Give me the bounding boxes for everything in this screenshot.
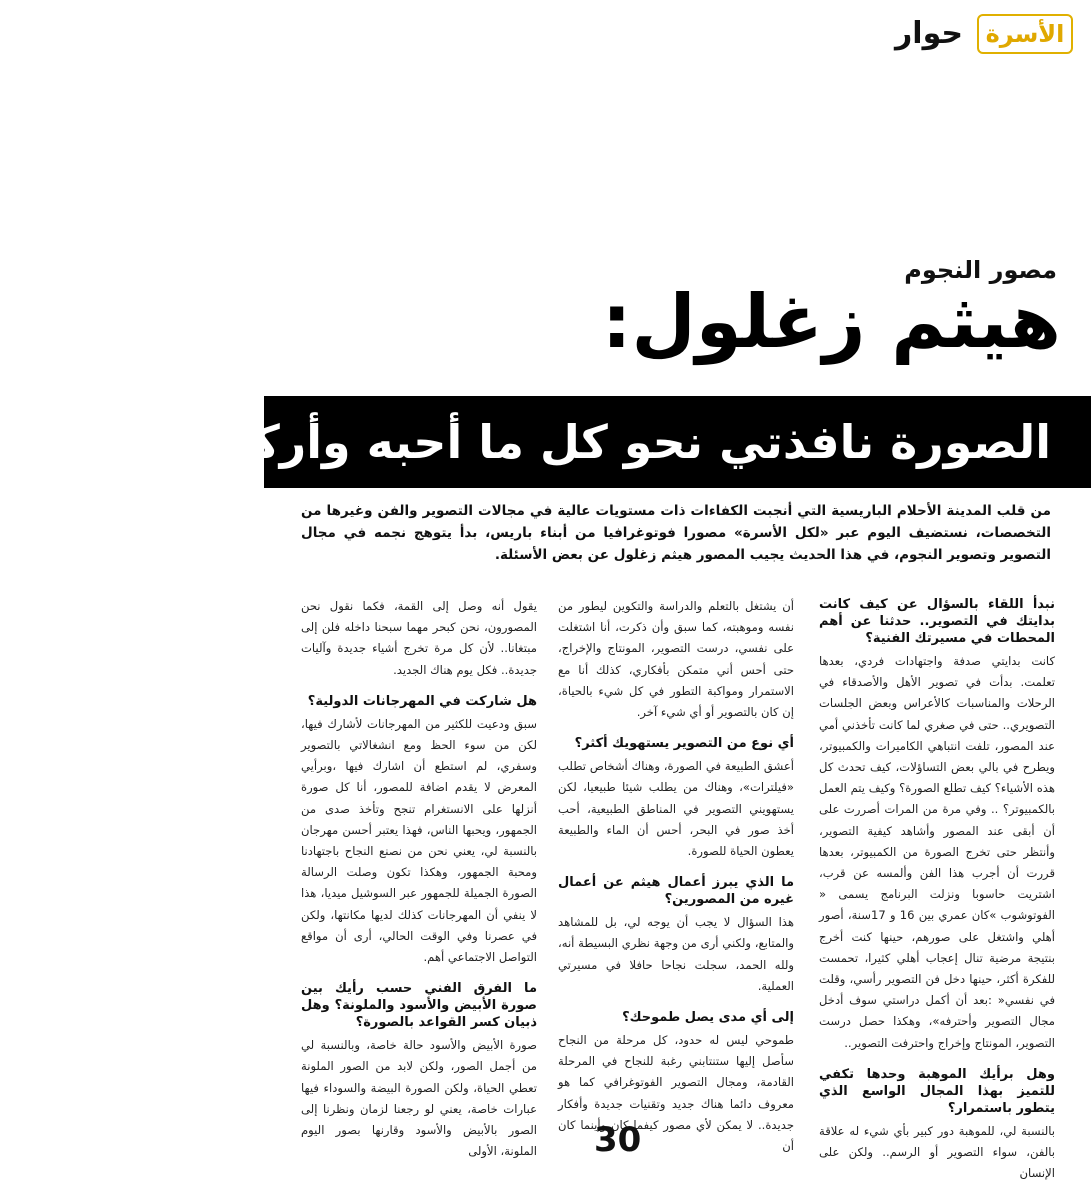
article-kicker: مصور النجوم: [904, 256, 1057, 284]
question-heading: ما الذي يبرز أعمال هيثم عن أعمال غيره من المصورين؟: [558, 875, 794, 908]
section-label: حوار: [895, 16, 963, 51]
question-heading: نبدأ اللقاء بالسؤال عن كيف كانت بدايتك في التصوير.. حدثنا عن أهم المحطات في مسيرتك الفنية؟: [819, 597, 1055, 646]
text-column-left: [301, 596, 537, 1159]
logo-text: الأسرة: [985, 20, 1065, 48]
text-column-right: [819, 596, 1055, 1181]
answer-paragraph: كانت بدايتي صدفة واجتهادات فردي، بعدها تعلمت. بدأت في تصوير الأهل والأصدقاء في الرحلات والمناسبات كالأعراس وبعض الجلسات التصويري.. حتى في صغري لما كانت تأخذني أمي عند المصور، تلفت انتباهي الكاميرات والكمبيوتر، ويطرح في بالي بعض التساؤلات، كيف تحدث كل هذه الأشياء؟ كيف تطلع الصورة؟ وكيف يتم العمل بالكمبيوتر؟ .. وفي مرة من المرات أصررت على أن أبقى عند المصور وأشاهد كيفية التصوير، وأنتظر حتى تخرج الصورة من الكمبيوتر، بعدها قررت أن أجرب هذا الفن وألمسه عن قرب، اشتريت حاسوبا ونزلت البرنامج يسمى « الفوتوشوب »كان عمري بين 16 و 17سنة، أصور أهلي واشتغل على صورهم، حينها كنت أخرج بنتيجة مرضية تنال إعجاب أهلي كثيرا، تحمست للفكرة أكثر، حينها دخل فن التصوير رأسي، وقلت في نفسي« :بعد أن أكمل دراستي سوف أدخل مجال التصوير وأحترفه»، وهكذا حصل درست التصوير، المونتاج وإخراج واحترفت التصوير..: [819, 654, 1055, 1050]
answer-paragraph: بالنسبة لي، للموهبة دور كبير بأي شيء له علاقة بالفن، سواء التصوير أو الرسم.. ولكن على الإنسان: [819, 1123, 1055, 1181]
magazine-logo: [977, 14, 1073, 54]
question-heading: ما الفرق الفني حسب رأيك بين صورة الأبيض والأسود والملونة؟ وهل ذبيان كسر القواعد بالصورة؟: [301, 981, 537, 1031]
question-heading: أي نوع من التصوير يستهويك أكثر؟: [574, 736, 794, 752]
article-title: هيثم زغلول:: [601, 279, 1061, 365]
question-heading: إلى أي مدى يصل طموحك؟: [622, 1010, 794, 1026]
answer-paragraph: يقول أنه وصل إلى القمة، فكما نقول نحن المصورون، نحن كبحر مهما سبحنا داخله فلن إلى مبتغانا.. لأن كل مرة تخرج أشياء جديدة وآليات جديدة.. فكل يوم هناك الجديد.: [301, 599, 537, 677]
answer-paragraph: سبق ودعيت للكثير من المهرجانات لأشارك فيها، لكن من سوء الحظ ومع انشغالاتي بالتصوير وسفري، لم استطع أن اشارك فيها ،وبرأيي المعرض لا يقدم اضافة للمصور، أنا كل صورة أنزلها على الانستغرام تنجح وتأخذ صدى من الجمهور، ويحبها الناس، فهذا يعتبر أحسن مهرجان بالنسبة لي، يعني نحن من نصنع النجاح باجتهادنا ومحبة الجمهور، وهكذا تكون وصلت الرسالة الصورة الجميلة للجمهور عبر السوشيل ميديا، هذا لا ينفي أن المهرجانات كذلك لديها مكانتها، ولكن في عصرنا وفي الوقت الحالي، أرى أن مواقع التواصل الاجتماعي أهم.: [301, 716, 537, 965]
headline-banner: [0, 396, 1091, 488]
question-heading: هل شاركت في المهرجانات الدولية؟: [307, 693, 537, 709]
article-lead: من قلب المدينة الأحلام الباريسية التي أنجبت الكفاءات ذات مستويات عالية في مجالات التصوير والفن وغيرها من التخصصات، نستضيف اليوم عبر «لكل الأسرة» مصورا فوتوغرافيا من أبناء باريس، بدأ يتوهج نجمه في مجال التصوير وتصوير النجوم، في هذا الحديث يجيب المصور هيثم زغلول عن بعض الأسئلة.: [301, 503, 1051, 563]
answer-paragraph: أن يشتغل بالتعلم والدراسة والتكوين ليطور من نفسه وموهبته، كما سبق وأن ذكرت، أنا اشتغلت على نفسي، درست التصوير، المونتاج والإخراج، حتى أحس أني متمكن بأفكاري، كذلك أنا مع الاستمرار ومواكبة التطور في كل شيء بالحياة، إن كان بالتصوير أو أي شيء آخر.: [558, 599, 794, 720]
page-number: 30: [594, 1120, 642, 1160]
article-headline: الصورة نافذتي نحو كل ما أحبه وأركض وراءه...: [0, 415, 1051, 469]
answer-paragraph: أعشق الطبيعة في الصورة، وهناك أشخاص تطلب «فيلترات»، وهناك من يطلب شيئا طبيعيا، لكن يستهويني التصوير في المناطق الطبيعية، أحب أخذ صور في البحر، أحس أن الماء والطبيعة يعطون الحياة للصورة.: [558, 759, 794, 859]
question-heading: وهل برأيك الموهبة وحدها تكفي للتميز بهذا المجال الواسع الذي يتطور باستمرار؟: [819, 1066, 1055, 1116]
answer-paragraph: هذا السؤال لا يجب أن يوجه لي، بل للمشاهد والمتابع، ولكني أرى من وجهة نظري البسيطة أنه، ولله الحمد، سجلت نجاحا حافلا في مسيرتي العملية.: [558, 915, 794, 993]
answer-paragraph: صورة الأبيض والأسود حالة خاصة، وبالنسبة لي من أجمل الصور، ولكن لابد من الصور الملونة تعطي الحياة، ولكن الصورة البيضة والسوداء فيها عبارات خاصة، يعني لو رجعنا لزمان ونظرنا إلى الصور بالأبيض والأسود وقارنها بصور اليوم الملونة، الأولى: [301, 1038, 537, 1159]
answer-paragraph: طموحي ليس له حدود، كل مرحلة من النجاح سأصل إليها ستنتابني رغبة للنجاح في المرحلة القادمة، ومجال التصوير الفوتوغرافي كما هو معروف دائما هناك جديد وتقنيات جديدة وأفكار جديدة.. لا يمكن لأي مصور كيفما كان وأينما كان أن: [558, 1033, 794, 1154]
